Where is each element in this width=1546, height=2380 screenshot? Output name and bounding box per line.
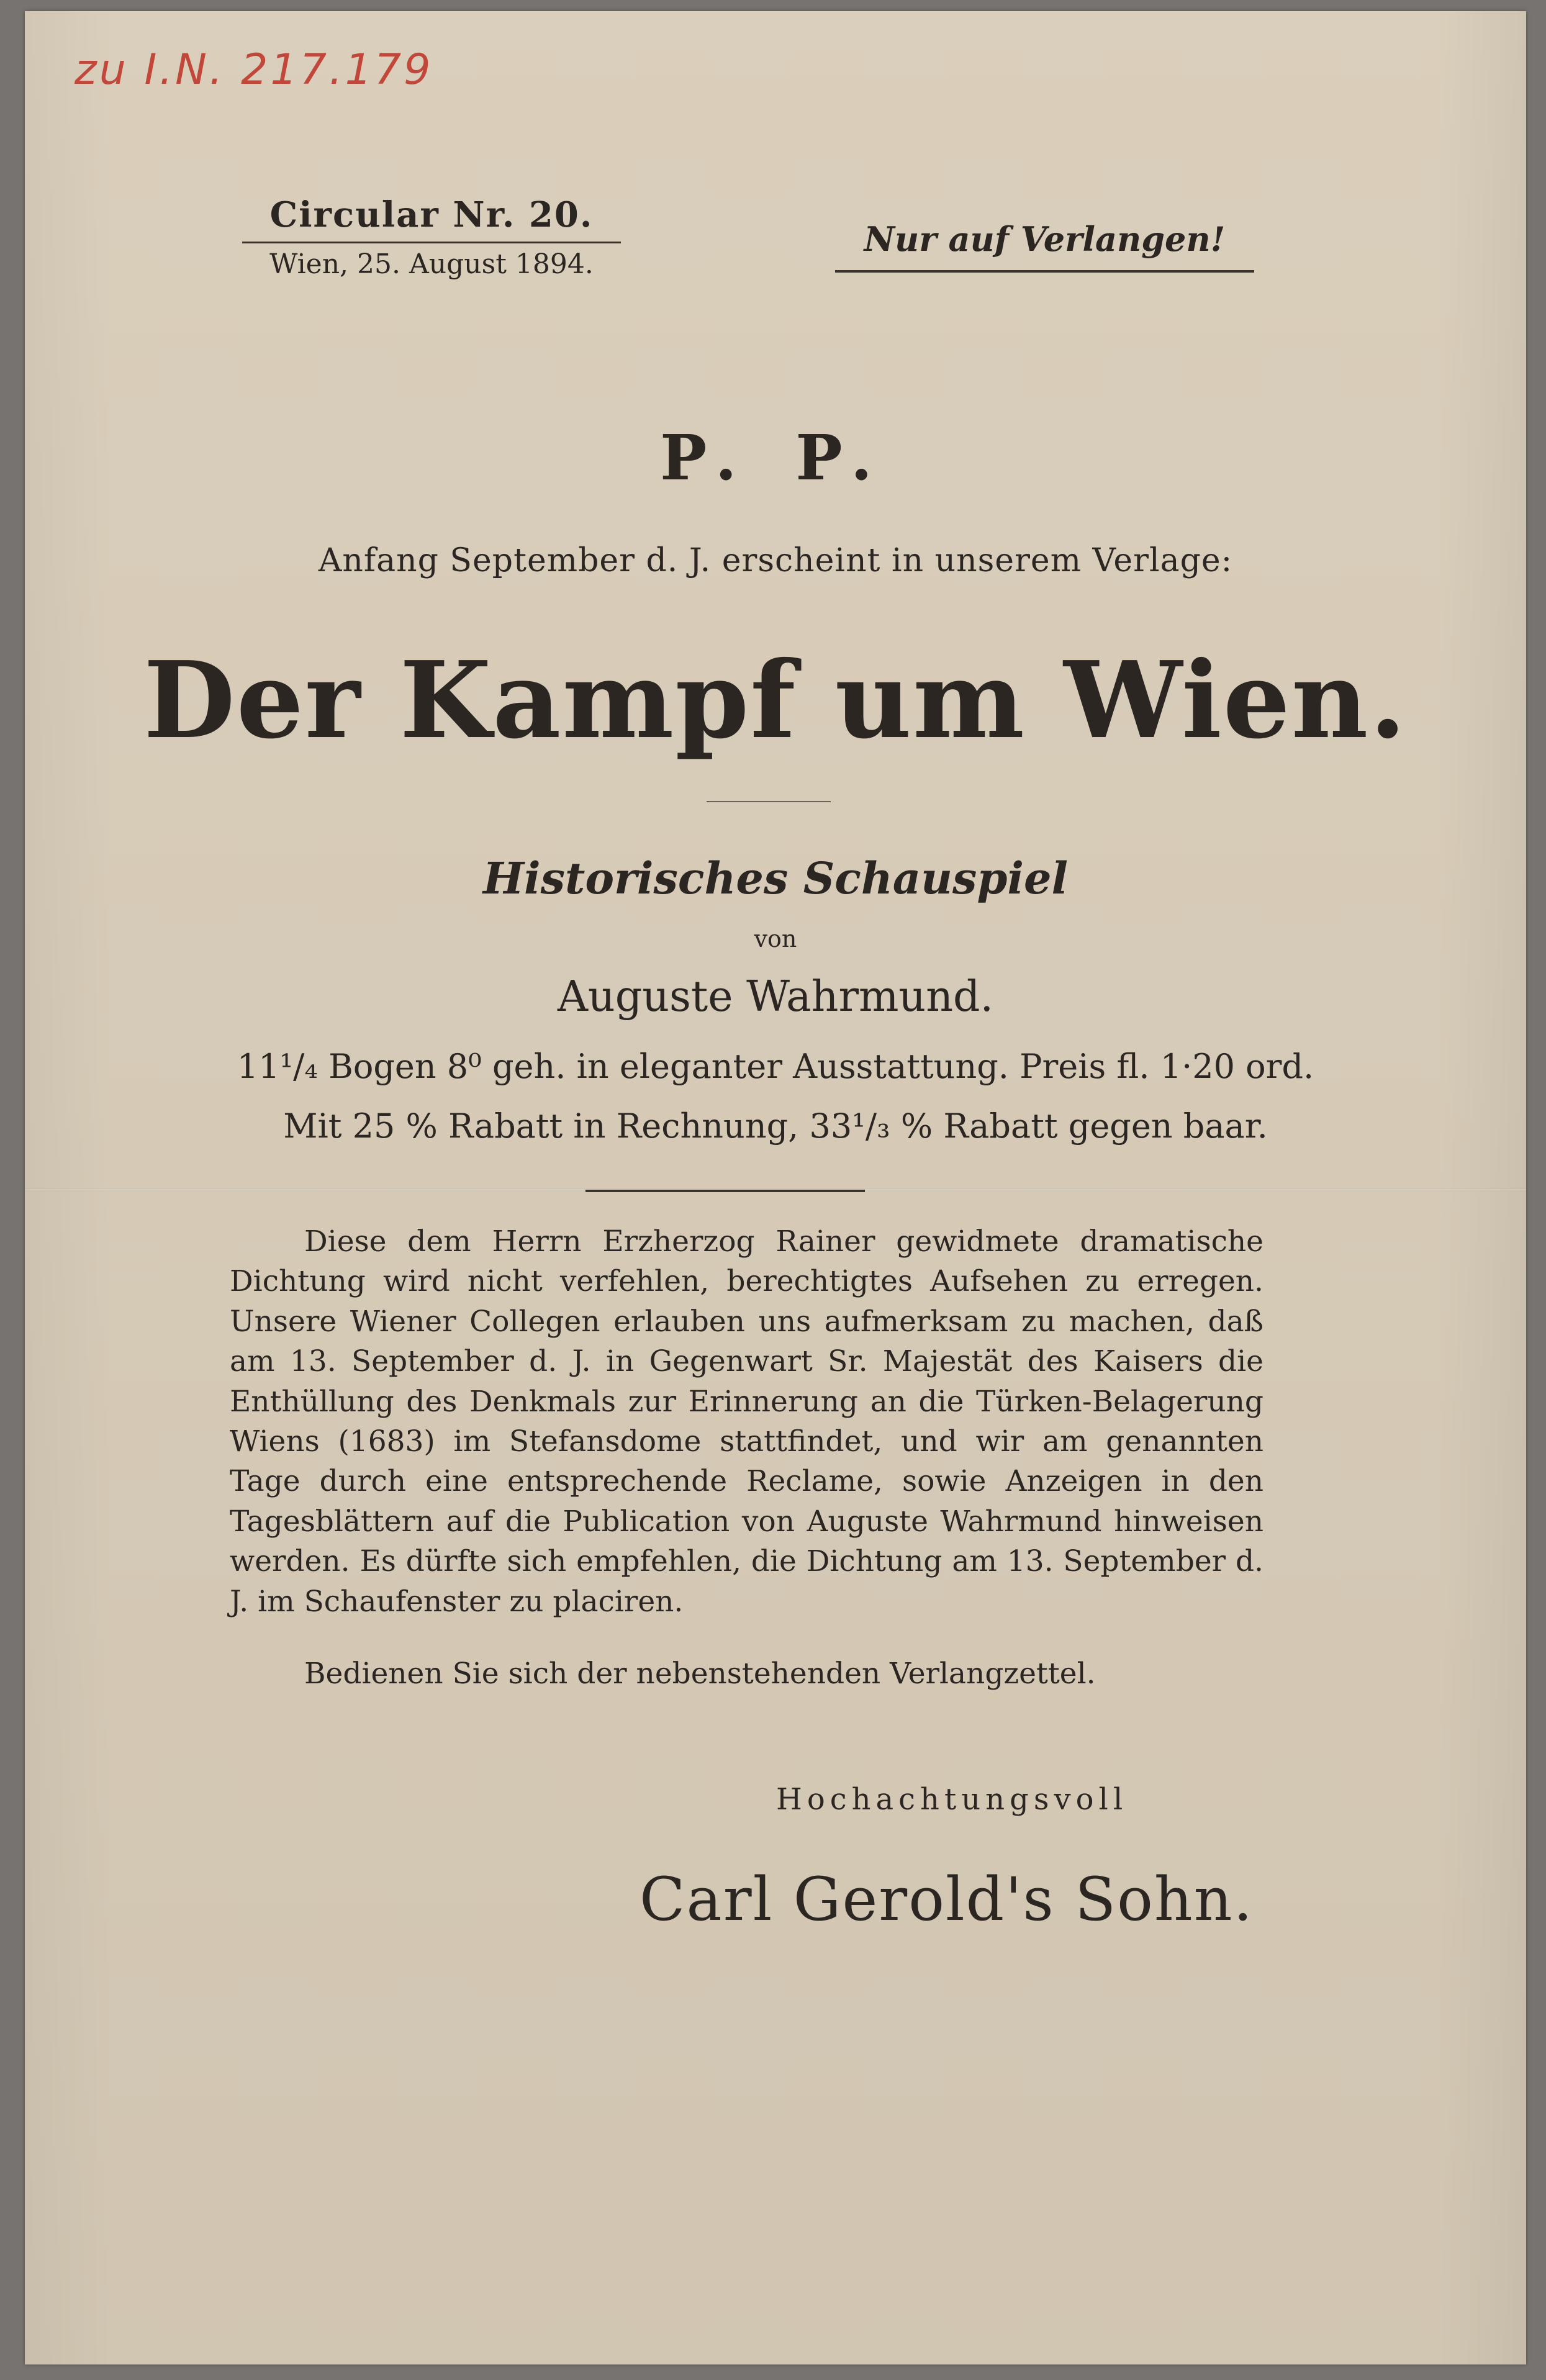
closing-greeting: Hochachtungsvoll	[776, 1782, 1128, 1817]
intro-line: Anfang September d. J. erscheint in unserem Verlage:	[318, 542, 1233, 579]
circular-header	[242, 194, 621, 280]
request-notice: Nur auf Verlangen!	[835, 219, 1254, 273]
document-page	[25, 11, 1526, 2364]
body-paragraph-2: Bedienen Sie sich der nebenstehenden Verlangzettel.	[304, 1657, 1096, 1691]
book-subtitle: Historisches Schauspiel	[482, 853, 1069, 904]
by-line: von	[754, 925, 797, 952]
book-title: Der Kampf um Wien.	[143, 638, 1408, 762]
price-line-2: Mit 25 % Rabatt in Rechnung, 33¹/₃ % Rabatt gegen baar.	[283, 1106, 1268, 1146]
publisher-signature: Carl Gerold's Sohn.	[640, 1865, 1254, 1934]
circular-date: Wien, 25. August 1894.	[269, 248, 594, 280]
salutation: P. P.	[660, 421, 891, 494]
section-divider	[585, 1190, 865, 1192]
archive-note: zu I.N. 217.179	[75, 45, 433, 94]
circular-number: Circular Nr. 20.	[269, 194, 594, 235]
body-paragraph-1: Diese dem Herrn Erzherzog Rainer gewidmete dramatische Dichtung wird nicht verfehlen, berechtigtes Aufsehen zu erregen. Unsere Wiener Collegen erlauben uns aufmerksam zu machen, daß am 13. September d. J. in Gegenwart Sr. Majestät des Kaisers die Enthüllung des Denkmals zur Erinnerung an die Türken-Belagerung Wiens (1683) im Stefansdome stattfindet, und wir am genannten Tage durch eine entsprechende Reclame, sowie Anzeigen in den Tagesblättern auf die Publication von Auguste Wahrmund hinweisen werden. Es dürfte sich empfehlen, die Dichtung am 13. September d. J. im Schaufenster zu placiren.	[230, 1224, 1263, 1619]
author-name: Auguste Wahrmund.	[557, 972, 994, 1021]
header-rule	[242, 242, 621, 243]
price-line-1: 11¹/₄ Bogen 8⁰ geh. in eleganter Ausstattung. Preis fl. 1·20 ord.	[237, 1047, 1314, 1086]
title-divider	[707, 801, 831, 802]
